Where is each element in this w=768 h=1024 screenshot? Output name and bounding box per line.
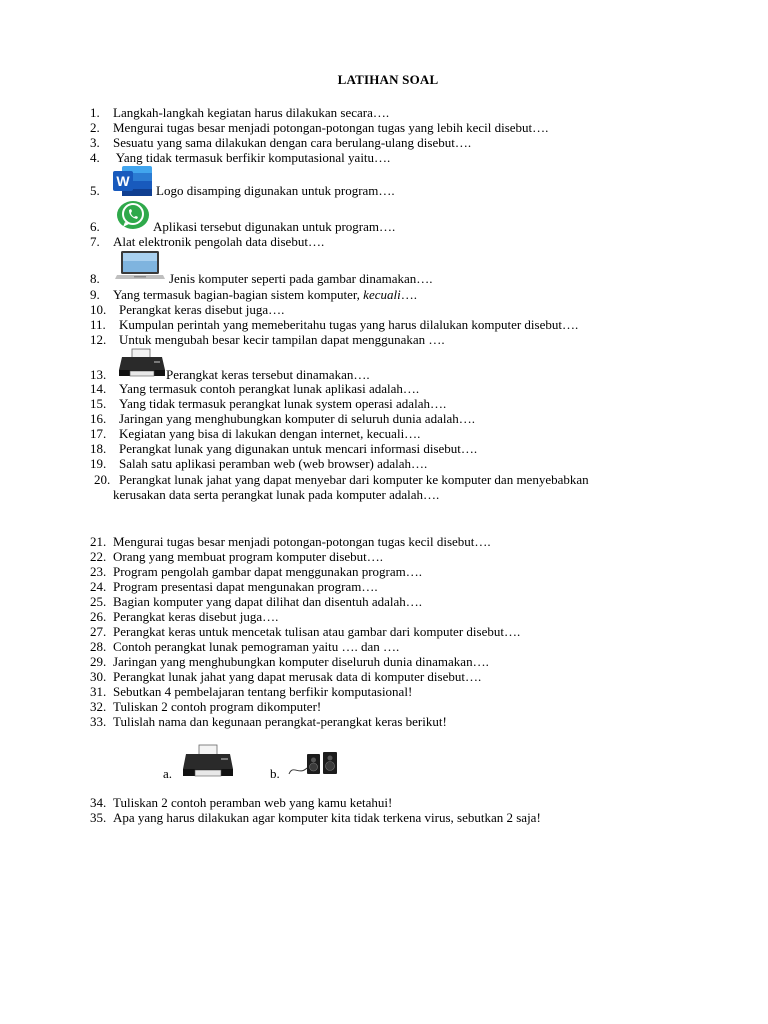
question-17: 17. Kegiatan yang bisa di lakukan dengan internet, kecuali….	[90, 426, 421, 441]
question-25: 25. Bagian komputer yang dapat dilihat dan disentuh adalah….	[90, 594, 423, 609]
question-8-text: Jenis komputer seperti pada gambar dinamakan….	[169, 271, 433, 286]
question-32: 32. Tuliskan 2 contoh program dikomputer!	[90, 699, 322, 714]
question-9: 9. Yang termasuk bagian-bagian sistem komputer, kecuali….	[90, 287, 417, 302]
question-34: 34. Tuliskan 2 contoh peramban web yang kamu ketahui!	[90, 795, 393, 810]
question-23: 23. Program pengolah gambar dapat menggunakan program….	[90, 564, 423, 579]
question-24: 24. Program presentasi dapat mengunakan program….	[90, 579, 378, 594]
question-2: 2. Mengurai tugas besar menjadi potongan-potongan tugas yang lebih kecil disebut….	[90, 120, 549, 135]
question-3: 3. Sesuatu yang sama dilakukan dengan cara berulang-ulang disebut….	[90, 135, 472, 150]
question-20-continued: kerusakan data serta perangkat lunak pada komputer adalah….	[113, 487, 440, 502]
question-22: 22. Orang yang membuat program komputer disebut….	[90, 549, 384, 564]
question-27: 27. Perangkat keras untuk mencetak tulisan atau gambar dari komputer disebut….	[90, 624, 521, 639]
question-11: 11. Kumpulan perintah yang memeberitahu tugas yang harus dilalukan komputer disebut….	[90, 317, 579, 332]
question-18: 18. Perangkat lunak yang digunakan untuk mencari informasi disebut….	[90, 441, 478, 456]
svg-text:W: W	[116, 173, 130, 189]
question-13-text: Perangkat keras tersebut dinamakan….	[166, 367, 370, 382]
speakers-icon	[287, 750, 339, 778]
word-logo-icon	[112, 165, 154, 197]
question-10: 10. Perangkat keras disebut juga….	[90, 302, 285, 317]
question-28: 28. Contoh perangkat lunak pemograman yaitu …. dan ….	[90, 639, 400, 654]
question-20: 20. Perangkat lunak jahat yang dapat menyebar dari komputer ke komputer dan menyebabkan	[94, 472, 589, 487]
question-26: 26. Perangkat keras disebut juga….	[90, 609, 279, 624]
question-29: 29. Jaringan yang menghubungkan komputer diseluruh dunia dinamakan….	[90, 654, 489, 669]
question-8: 8.	[90, 271, 100, 286]
question-33: 33. Tulislah nama dan kegunaan perangkat-perangkat keras berikut!	[90, 714, 447, 729]
worksheet-title: LATIHAN SOAL	[337, 72, 439, 87]
question-13: 13.	[90, 367, 107, 382]
question-16: 16. Jaringan yang menghubungkan komputer di seluruh dunia adalah….	[90, 411, 475, 426]
question-6-text: Aplikasi tersebut digunakan untuk program….	[153, 219, 396, 234]
question-21: 21. Mengurai tugas besar menjadi potongan-potongan tugas kecil disebut….	[90, 534, 491, 549]
question-15: 15. Yang tidak termasuk perangkat lunak system operasi adalah….	[90, 396, 447, 411]
question-5: 5.	[90, 183, 100, 198]
whatsapp-logo-icon	[116, 200, 150, 230]
question-30: 30. Perangkat lunak jahat yang dapat merusak data di komputer disebut….	[90, 669, 482, 684]
question-5-text: Logo disamping digunakan untuk program….	[156, 183, 395, 198]
question-1: 1. Langkah-langkah kegiatan harus dilakukan secara….	[90, 105, 390, 120]
printer-icon	[118, 348, 166, 378]
question-35: 35. Apa yang harus dilakukan agar komputer kita tidak terkena virus, sebutkan 2 saja!	[90, 810, 541, 825]
question-31: 31. Sebutkan 4 pembelajaran tentang berfikir komputasional!	[90, 684, 413, 699]
question-7: 7. Alat elektronik pengolah data disebut….	[90, 234, 325, 249]
question-14: 14. Yang termasuk contoh perangkat lunak aplikasi adalah….	[90, 381, 420, 396]
question-4: 4. Yang tidak termasuk berfikir komputasional yaitu….	[90, 150, 391, 165]
laptop-icon	[115, 250, 165, 280]
question-12: 12. Untuk mengubah besar kecir tampilan dapat menggunakan ….	[90, 332, 445, 347]
question-19: 19. Salah satu aplikasi peramban web (web browser) adalah….	[90, 456, 428, 471]
question-6: 6.	[90, 219, 100, 234]
option-b-label: b.	[270, 766, 280, 781]
printer-icon	[181, 744, 235, 778]
option-a-label: a.	[163, 766, 173, 781]
